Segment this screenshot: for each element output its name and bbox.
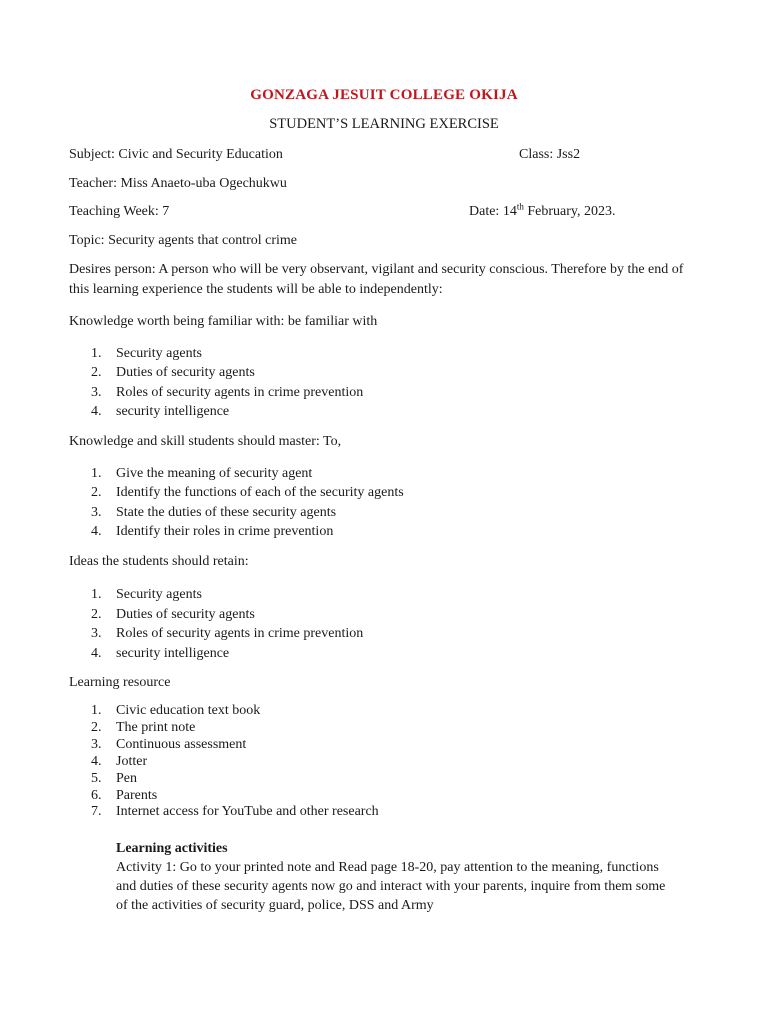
list-item-number: 1. xyxy=(91,587,102,602)
list-item xyxy=(69,522,404,541)
list-item xyxy=(69,703,379,720)
knowledge-familiar-heading: Knowledge worth being familiar with: be familiar with xyxy=(69,314,378,329)
class-line: Class: Jss2 xyxy=(519,147,581,162)
list-item xyxy=(69,720,379,737)
desires-paragraph: Desires person: A person who will be very observant, vigilant and security conscious. Therefore by the end of this learning experience the students will be able to independently: xyxy=(69,262,684,297)
list-item xyxy=(69,644,363,664)
list-item-number: 2. xyxy=(91,485,102,501)
list-item-number: 2. xyxy=(91,719,102,735)
list-item-text: Internet access for YouTube and other research xyxy=(116,804,379,820)
school-name: GONZAGA JESUIT COLLEGE OKIJA xyxy=(250,87,518,103)
list-item xyxy=(69,503,404,522)
list-item-number: 4. xyxy=(91,753,102,769)
list-item-text: Jotter xyxy=(116,753,148,769)
list-item-number: 1. xyxy=(91,466,102,481)
date-ordinal: th xyxy=(516,201,524,212)
list-item xyxy=(69,754,379,771)
list-item-number: 2. xyxy=(91,365,102,381)
list-item xyxy=(69,804,379,821)
list-item-number: 7. xyxy=(91,804,102,820)
subject-line: Subject: Civic and Security Education xyxy=(69,147,283,162)
list-item xyxy=(69,605,363,625)
list-item-number: 4. xyxy=(91,523,102,539)
list-item-text: Give the meaning of security agent xyxy=(116,466,313,481)
list-item xyxy=(69,363,363,382)
topic-line: Topic: Security agents that control crime xyxy=(69,233,298,248)
resources-list xyxy=(69,703,379,821)
list-item-text: Roles of security agents in crime prevention xyxy=(116,384,364,400)
list-item-number: 2. xyxy=(91,606,102,622)
list-item xyxy=(69,344,363,363)
week-line: Teaching Week: 7 xyxy=(69,204,170,219)
ideas-heading: Ideas the students should retain: xyxy=(69,554,249,569)
list-item xyxy=(69,464,404,483)
list-item-number: 1. xyxy=(91,346,102,361)
list-item-text: The print note xyxy=(116,719,196,735)
list-item xyxy=(69,383,363,402)
list-item-text: Parents xyxy=(116,787,158,803)
knowledge-master-list xyxy=(69,464,404,541)
list-item xyxy=(69,737,379,754)
list-item xyxy=(69,788,379,805)
list-item-text: State the duties of these security agents xyxy=(116,504,337,520)
list-item-text: Identify the functions of each of the security agents xyxy=(116,485,404,501)
list-item-number: 5. xyxy=(91,770,102,786)
date-line xyxy=(469,201,616,220)
list-item xyxy=(69,402,363,421)
exercise-title: STUDENT’S LEARNING EXERCISE xyxy=(269,116,499,132)
list-item xyxy=(69,624,363,644)
list-item-text: Roles of security agents in crime prevention xyxy=(116,626,364,641)
list-item-text: security intelligence xyxy=(116,645,230,661)
teacher-line: Teacher: Miss Anaeto-uba Ogechukwu xyxy=(69,176,287,191)
knowledge-master-heading: Knowledge and skill students should master: To, xyxy=(69,434,342,449)
list-item-number: 1. xyxy=(91,703,102,718)
list-item-text: Pen xyxy=(116,770,137,786)
list-item xyxy=(69,585,363,605)
list-item-text: Duties of security agents xyxy=(116,606,255,622)
list-item-text: Identify their roles in crime prevention xyxy=(116,523,334,539)
list-item-number: 3. xyxy=(91,384,102,400)
list-item xyxy=(69,771,379,788)
list-item-number: 4. xyxy=(91,645,102,661)
list-item-text: security intelligence xyxy=(116,403,230,419)
date-suffix: February, 2023. xyxy=(523,204,616,219)
list-item-number: 4. xyxy=(91,403,102,419)
list-item-number: 3. xyxy=(91,626,102,641)
date-prefix: Date: 14 xyxy=(469,204,517,219)
list-item-number: 3. xyxy=(91,504,102,520)
ideas-list xyxy=(69,585,363,663)
learning-activities xyxy=(116,839,676,915)
knowledge-familiar-list xyxy=(69,344,363,421)
list-item-text: Security agents xyxy=(116,346,202,361)
list-item-text: Civic education text book xyxy=(116,703,261,718)
learning-activities-heading: Learning activities xyxy=(116,841,228,856)
activity-1: Activity 1: Go to your printed note and Read page 18-20, pay attention to the meaning, functions and duties of these security agents now go and interact with your parents, inquire from them some of the activities of security guard, police, DSS and Army xyxy=(116,860,666,913)
resources-heading: Learning resource xyxy=(69,675,171,690)
list-item xyxy=(69,483,404,502)
list-item-number: 6. xyxy=(91,787,102,803)
list-item-text: Security agents xyxy=(116,587,202,602)
list-item-text: Continuous assessment xyxy=(116,736,247,752)
list-item-number: 3. xyxy=(91,736,102,752)
list-item-text: Duties of security agents xyxy=(116,365,255,381)
